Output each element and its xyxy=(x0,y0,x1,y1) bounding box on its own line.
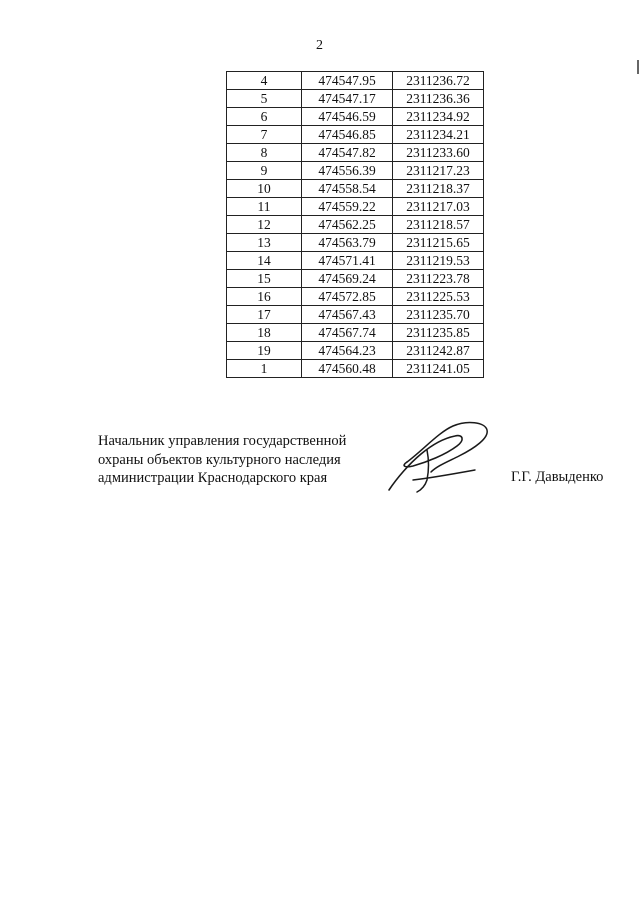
table-row xyxy=(227,360,484,378)
table-row xyxy=(227,252,484,270)
x-coordinate-cell: 474559.22 xyxy=(302,198,393,216)
point-number-cell: 14 xyxy=(227,252,302,270)
y-coordinate-cell: 2311219.53 xyxy=(393,252,484,270)
coordinates-table-body xyxy=(227,72,484,378)
table-row xyxy=(227,198,484,216)
point-number-cell: 5 xyxy=(227,90,302,108)
table-row xyxy=(227,72,484,90)
table-row xyxy=(227,180,484,198)
point-number-cell: 19 xyxy=(227,342,302,360)
x-coordinate-cell: 474547.17 xyxy=(302,90,393,108)
x-coordinate-cell: 474558.54 xyxy=(302,180,393,198)
point-number-cell: 18 xyxy=(227,324,302,342)
table-row xyxy=(227,90,484,108)
y-coordinate-cell: 2311236.72 xyxy=(393,72,484,90)
point-number-cell: 13 xyxy=(227,234,302,252)
table-row xyxy=(227,342,484,360)
y-coordinate-cell: 2311223.78 xyxy=(393,270,484,288)
x-coordinate-cell: 474560.48 xyxy=(302,360,393,378)
x-coordinate-cell: 474547.95 xyxy=(302,72,393,90)
y-coordinate-cell: 2311234.92 xyxy=(393,108,484,126)
point-number-cell: 7 xyxy=(227,126,302,144)
point-number-cell: 10 xyxy=(227,180,302,198)
table-row xyxy=(227,288,484,306)
point-number-cell: 6 xyxy=(227,108,302,126)
y-coordinate-cell: 2311218.57 xyxy=(393,216,484,234)
table-row xyxy=(227,126,484,144)
point-number-cell: 9 xyxy=(227,162,302,180)
table-row xyxy=(227,306,484,324)
point-number-cell: 4 xyxy=(227,72,302,90)
x-coordinate-cell: 474564.23 xyxy=(302,342,393,360)
signer-position-line: администрации Краснодарского края xyxy=(98,470,328,486)
point-number-cell: 15 xyxy=(227,270,302,288)
y-coordinate-cell: 2311217.03 xyxy=(393,198,484,216)
x-coordinate-cell: 474563.79 xyxy=(302,234,393,252)
x-coordinate-cell: 474546.59 xyxy=(302,108,393,126)
table-row xyxy=(227,270,484,288)
x-coordinate-cell: 474571.41 xyxy=(302,252,393,270)
x-coordinate-cell: 474572.85 xyxy=(302,288,393,306)
point-number-cell: 17 xyxy=(227,306,302,324)
x-coordinate-cell: 474567.43 xyxy=(302,306,393,324)
point-number-cell: 1 xyxy=(227,360,302,378)
signer-name: Г.Г. Давыденко xyxy=(511,469,604,485)
y-coordinate-cell: 2311218.37 xyxy=(393,180,484,198)
handwritten-signature xyxy=(383,420,493,495)
x-coordinate-cell: 474546.85 xyxy=(302,126,393,144)
table-row xyxy=(227,234,484,252)
y-coordinate-cell: 2311235.85 xyxy=(393,324,484,342)
point-number-cell: 16 xyxy=(227,288,302,306)
y-coordinate-cell: 2311217.23 xyxy=(393,162,484,180)
y-coordinate-cell: 2311242.87 xyxy=(393,342,484,360)
coordinates-table xyxy=(226,71,484,378)
page-number: 2 xyxy=(316,38,323,53)
table-row xyxy=(227,216,484,234)
y-coordinate-cell: 2311235.70 xyxy=(393,306,484,324)
table-row xyxy=(227,108,484,126)
y-coordinate-cell: 2311234.21 xyxy=(393,126,484,144)
table-row xyxy=(227,324,484,342)
y-coordinate-cell: 2311225.53 xyxy=(393,288,484,306)
point-number-cell: 11 xyxy=(227,198,302,216)
y-coordinate-cell: 2311215.65 xyxy=(393,234,484,252)
x-coordinate-cell: 474567.74 xyxy=(302,324,393,342)
table-row xyxy=(227,162,484,180)
x-coordinate-cell: 474556.39 xyxy=(302,162,393,180)
x-coordinate-cell: 474569.24 xyxy=(302,270,393,288)
y-coordinate-cell: 2311233.60 xyxy=(393,144,484,162)
point-number-cell: 8 xyxy=(227,144,302,162)
point-number-cell: 12 xyxy=(227,216,302,234)
y-coordinate-cell: 2311241.05 xyxy=(393,360,484,378)
signer-position-line: охраны объектов культурного наследия xyxy=(98,451,341,468)
signer-position-line: Начальник управления государственной xyxy=(98,433,347,449)
signer-position xyxy=(98,432,346,488)
x-coordinate-cell: 474562.25 xyxy=(302,216,393,234)
x-coordinate-cell: 474547.82 xyxy=(302,144,393,162)
y-coordinate-cell: 2311236.36 xyxy=(393,90,484,108)
table-row xyxy=(227,144,484,162)
